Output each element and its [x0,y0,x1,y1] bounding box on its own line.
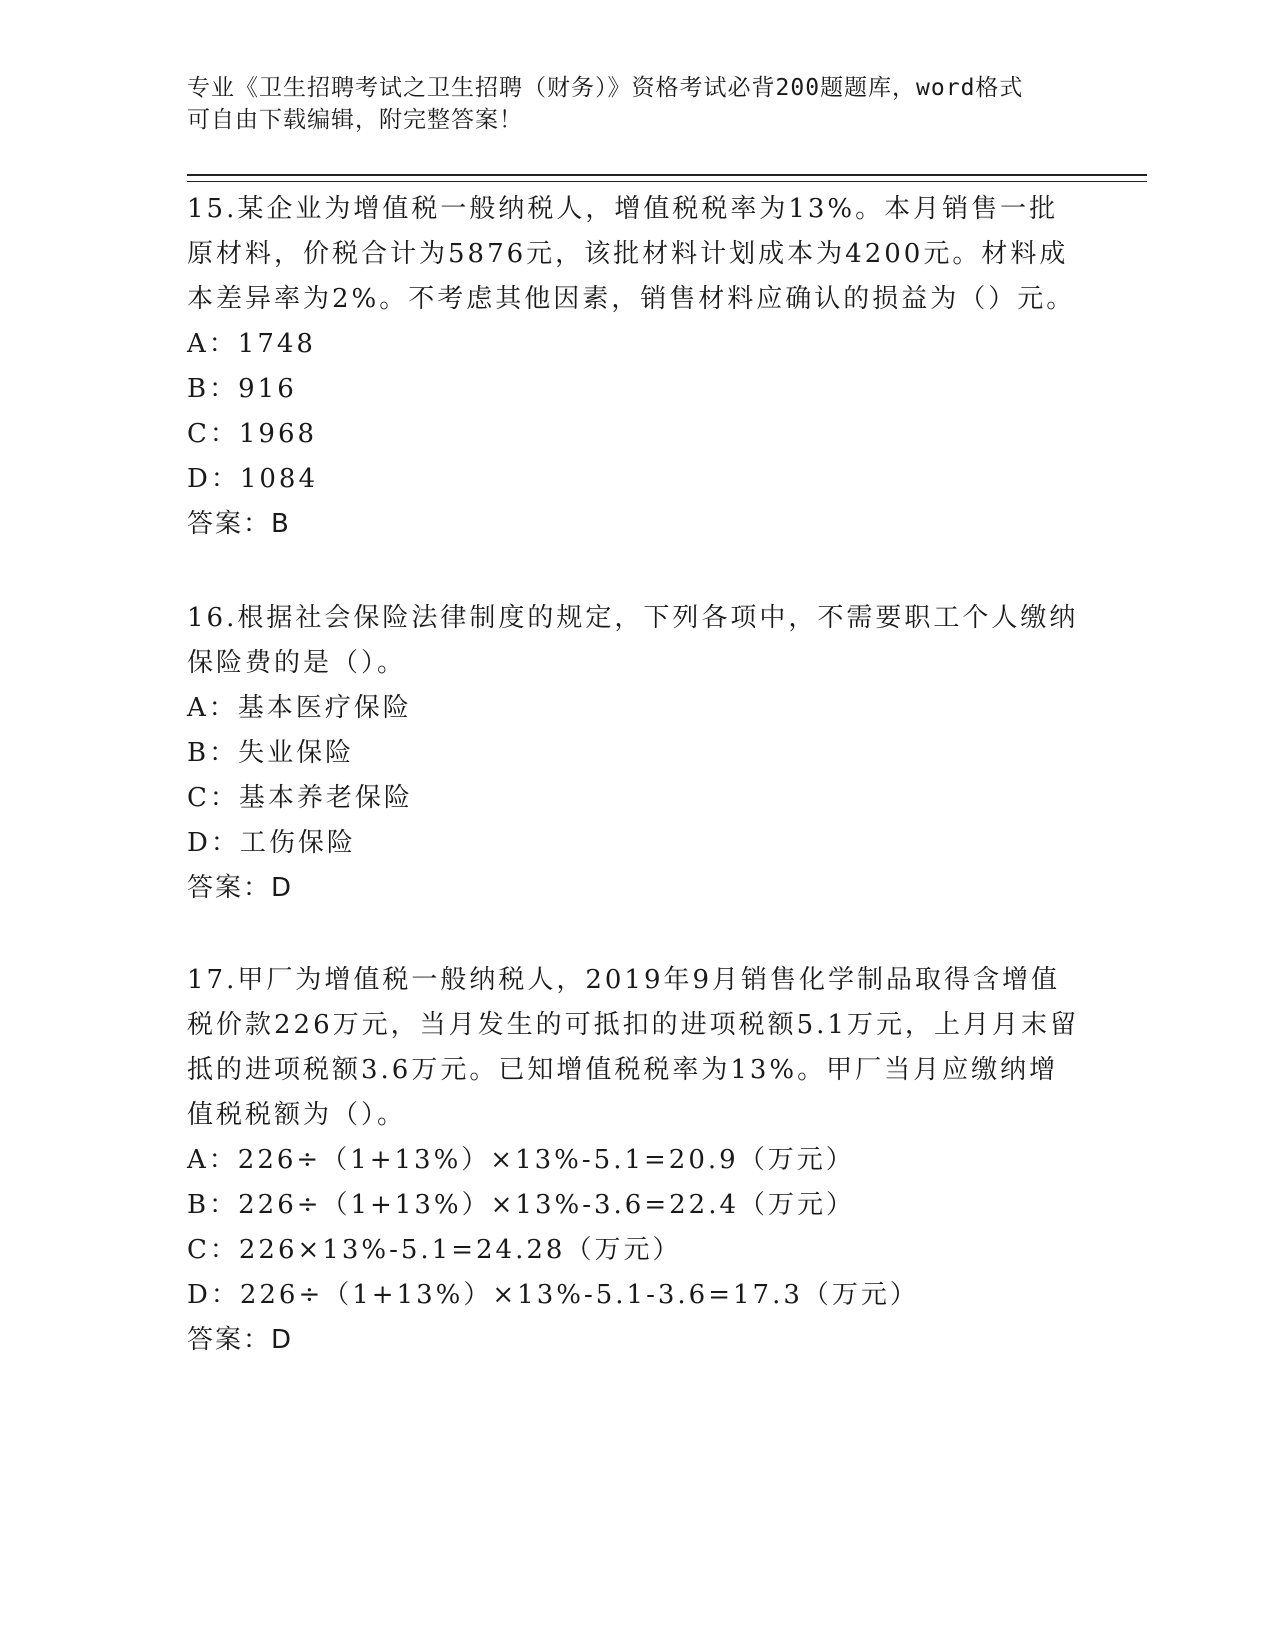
header-line-1: 专业《卫生招聘考试之卫生招聘（财务）》资格考试必背200题题库，word格式 [187,75,1024,101]
option-d: D：工伤保险 [187,828,356,858]
header-line-2: 可自由下载编辑，附完整答案！ [187,107,523,133]
option-b: B：226÷（1+13%）×13%-3.6=22.4（万元） [187,1190,856,1220]
option-a: A：226÷（1+13%）×13%-5.1=20.9（万元） [187,1145,855,1175]
option-d: D：226÷（1+13%）×13%-5.1-3.6=17.3（万元） [187,1280,919,1310]
answer: 答案：D [187,1325,294,1355]
answer: 答案：B [187,509,291,539]
header-divider [187,174,1147,182]
question-16 [187,596,1087,911]
page-header [187,72,1067,136]
option-b: B：916 [187,374,297,404]
question-17 [187,958,1087,1363]
question-15 [187,187,1087,547]
question-stem: 15.某企业为增值税一般纳税人，增值税税率为13%。本月销售一批原材料，价税合计为5876元，该批材料计划成本为4200元。材料成本差异率为2%。不考虑其他因素，销售材料应确认的损益为（）元。 [187,194,1076,314]
option-c: C：基本养老保险 [187,783,413,813]
option-c: C：1968 [187,419,318,449]
question-stem: 16.根据社会保险法律制度的规定，下列各项中，不需要职工个人缴纳保险费的是（）。 [187,603,1079,678]
answer: 答案：D [187,873,294,903]
option-a: A：1748 [187,329,316,359]
option-b: B：失业保险 [187,738,355,768]
option-c: C：226×13%-5.1=24.28（万元） [187,1235,682,1265]
option-d: D：1084 [187,464,319,494]
option-a: A：基本医疗保险 [187,693,412,723]
question-stem: 17.甲厂为增值税一般纳税人，2019年9月销售化学制品取得含增值税价款226万元，当月发生的可抵扣的进项税额5.1万元，上月月末留抵的进项税额3.6万元。已知增值税税率为13%。甲厂当月应缴纳增值税税额为（）。 [187,965,1079,1130]
